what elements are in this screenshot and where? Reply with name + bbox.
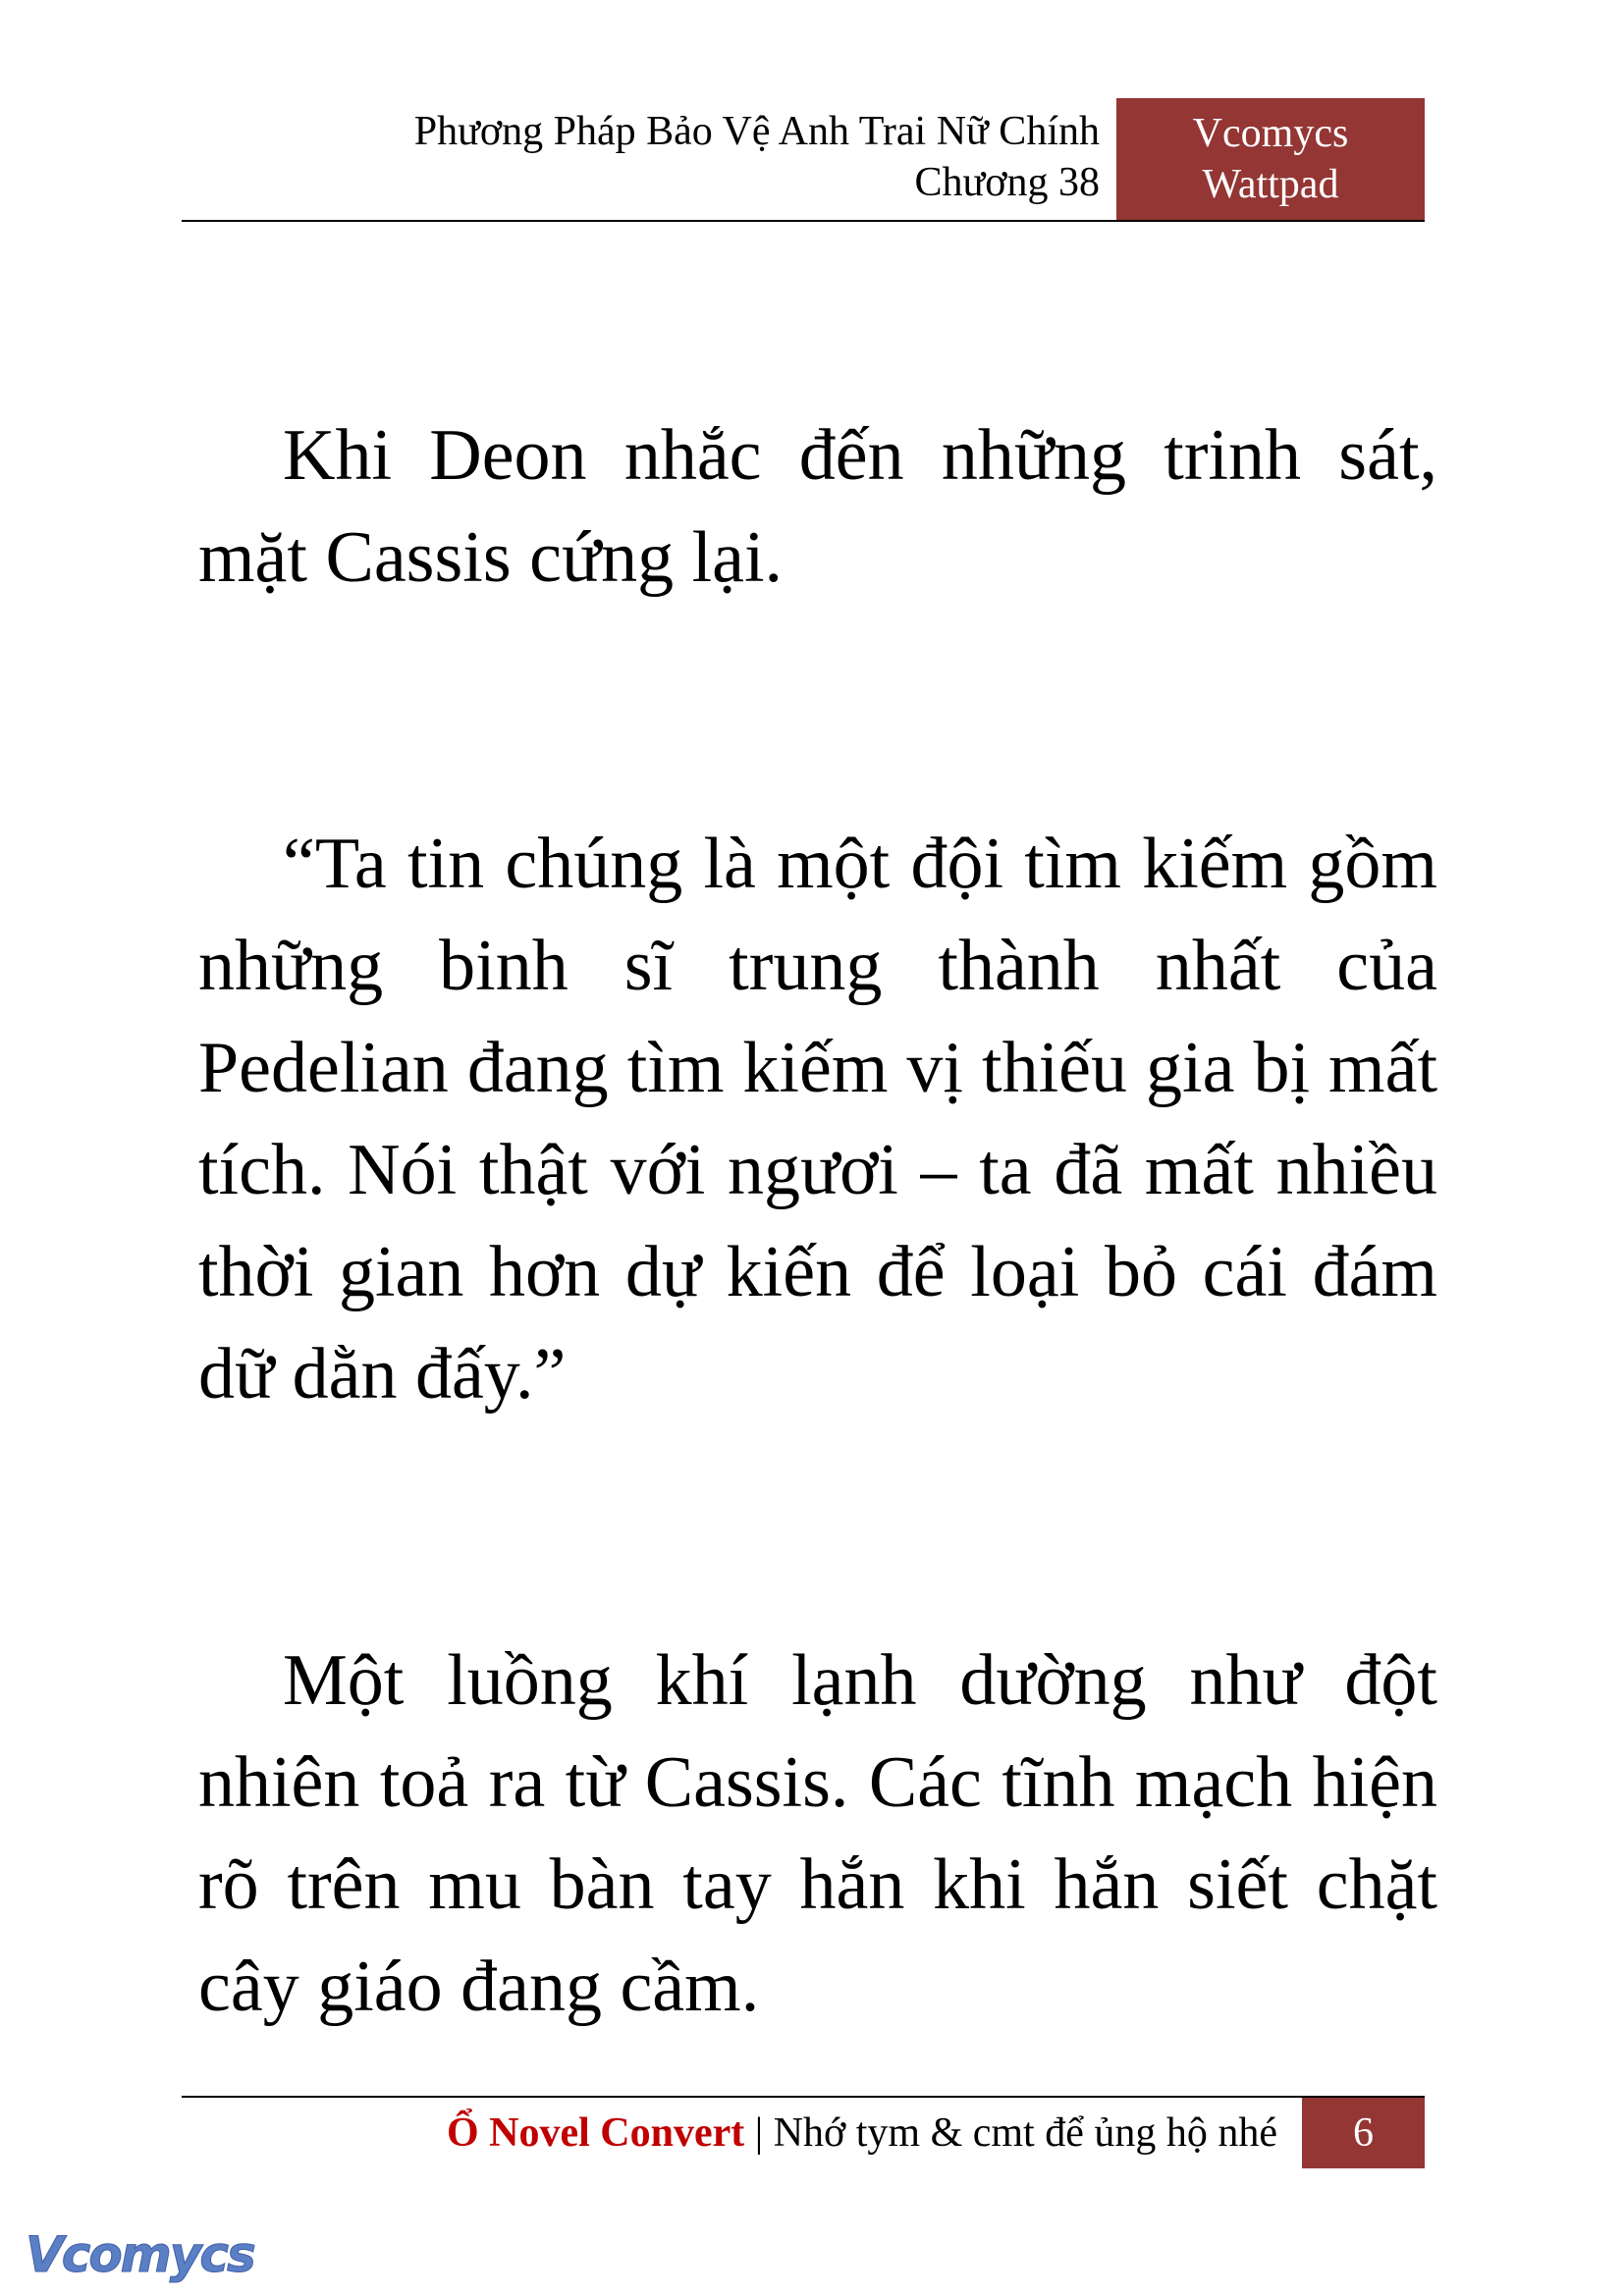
paragraph: Khi Deon nhắc đến những trinh sát, mặt Cassis cứng lại. (198, 415, 1437, 598)
header-badge-line2: Wattpad (1202, 162, 1339, 207)
header-badge-line1: Vcomycs (1192, 111, 1349, 156)
header-badge (1116, 98, 1425, 220)
paragraph: Một luồng khí lạnh dường như đột nhiên toả ra từ Cassis. Các tĩnh mạch hiện rõ trên mu bàn tay hắn khi hắn siết chặt cây giáo đang cầm. (198, 1640, 1437, 2027)
footer-note: Nhớ tym & cmt để ủng hộ nhé (773, 2110, 1277, 2156)
footer-separator: | (754, 2110, 764, 2156)
book-title: Phương Pháp Bảo Vệ Anh Trai Nữ Chính (413, 109, 1100, 154)
paragraph: “Ta tin chúng là một đội tìm kiếm gồm những binh sĩ trung thành nhất của Pedelian đang tìm kiếm vị thiếu gia bị mất tích. Nói thật với ngươi – ta đã mất nhiều thời gian hơn dự kiến để loại bỏ cái đám dữ dằn đấy.” (198, 824, 1437, 1415)
footer-divider (182, 2096, 1425, 2098)
running-footer (182, 2103, 1283, 2163)
vcomycs-watermark-logo (22, 2220, 257, 2293)
footer-brand: Ổ Novel Convert (446, 2110, 745, 2156)
page-number: 6 (1302, 2098, 1425, 2168)
running-header (295, 106, 1100, 208)
watermark-text: Vcomycs (26, 2226, 254, 2283)
page-body (198, 404, 1437, 2242)
chapter-label: Chương 38 (914, 160, 1100, 205)
header-divider (182, 220, 1425, 222)
